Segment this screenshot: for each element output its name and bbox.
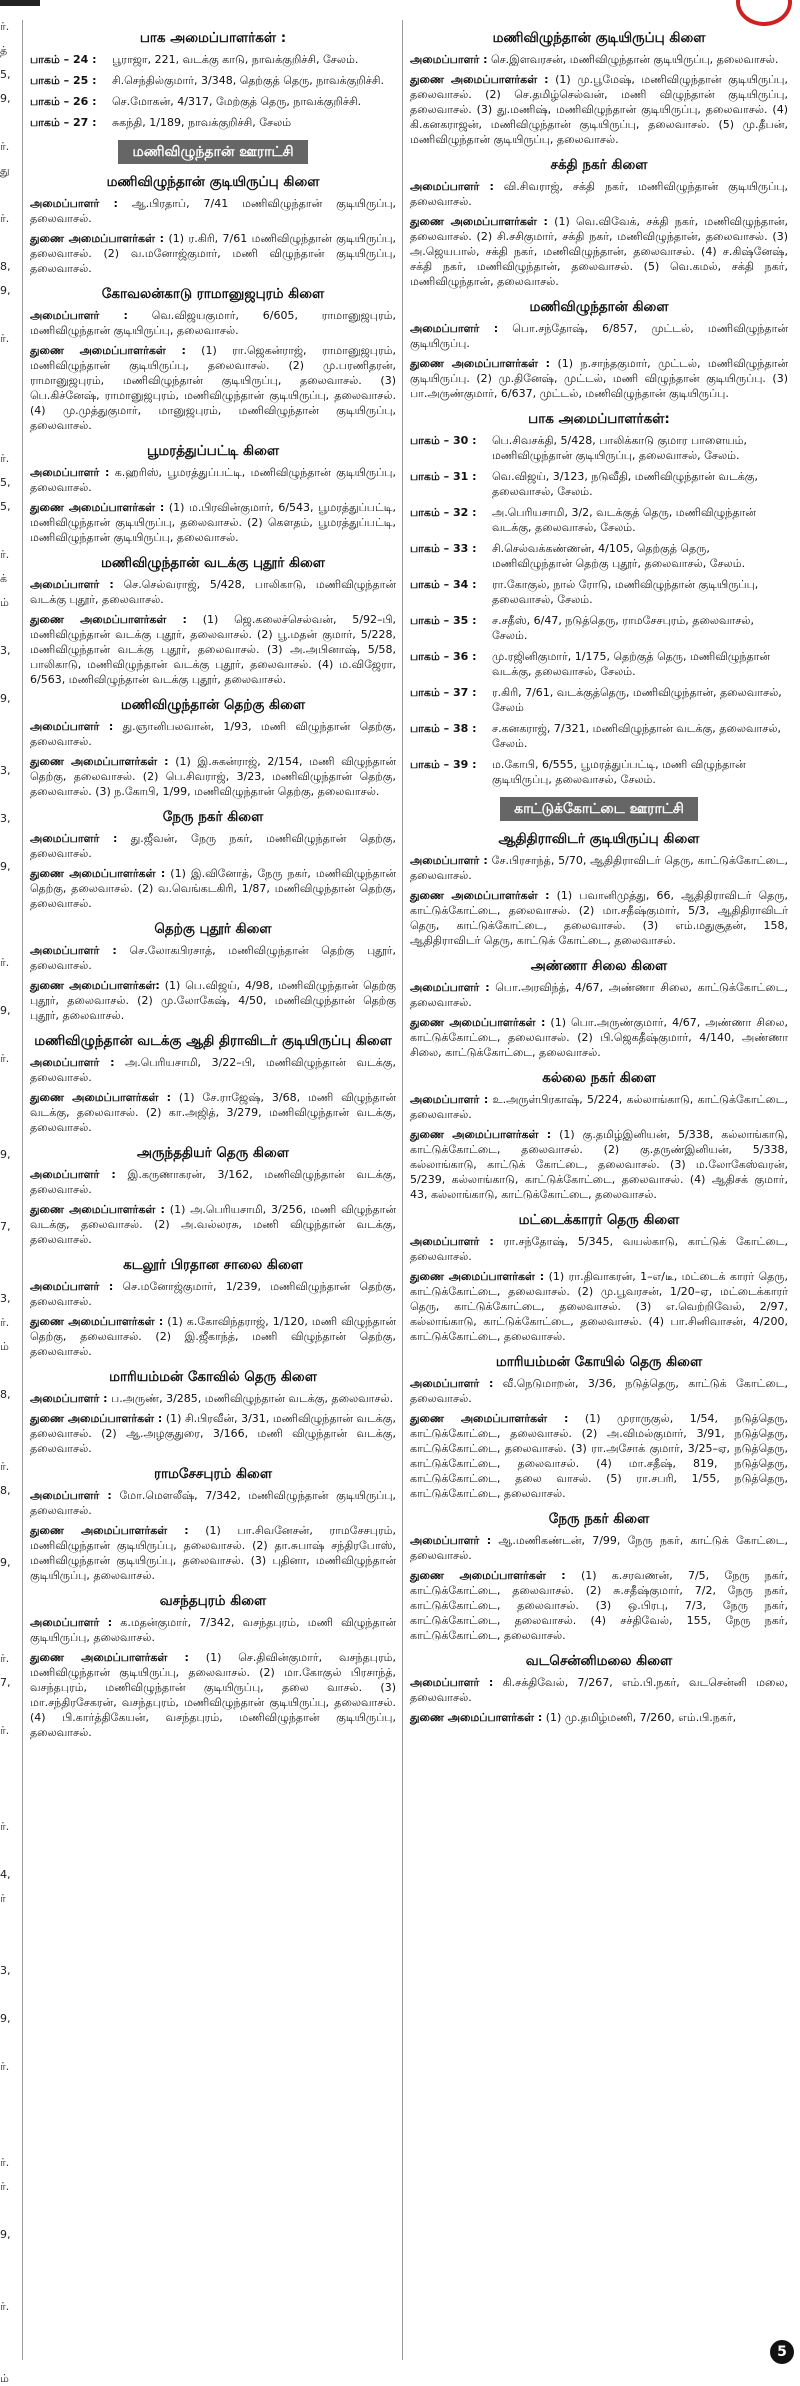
organizer-entry bbox=[30, 465, 396, 495]
ward-organizer: ர.கிரி, 7/61, வடக்குத்தெரு, மணிவிழுந்தான், தலைவாசல், சேலம் bbox=[492, 686, 782, 714]
organizer-entry bbox=[410, 179, 788, 209]
role-label: துணை அமைப்பாளர்கள் : bbox=[30, 232, 165, 245]
strip-fragment: 3, bbox=[0, 812, 11, 825]
role-label: துணை அமைப்பாளர்கள் : bbox=[30, 867, 166, 880]
organizer-names: (1) மு.தமிழ்மணி, 7/260, எம்.பி.நகர், bbox=[545, 1711, 737, 1724]
section-heading: பாக அமைப்பாளர்கள்: bbox=[528, 411, 670, 427]
strip-fragment: க் bbox=[0, 572, 8, 585]
organizer-entry bbox=[410, 1675, 788, 1705]
role-label: துணை அமைப்பாளர்கள்: bbox=[30, 979, 160, 992]
section-heading: மணிவிழுந்தான் தெற்கு கிளை bbox=[120, 697, 306, 713]
ward-entry bbox=[410, 685, 788, 715]
organizer-names: செ.செல்வராஜ், 5/428, பாலிகாடு, மணிவிழுந்தான் வடக்கு புதூர், தலைவாசல். bbox=[30, 578, 396, 606]
organizer-entry bbox=[30, 754, 396, 799]
organizer-entry bbox=[30, 1411, 396, 1456]
strip-fragment: ம் bbox=[0, 1340, 9, 1353]
organizer-entry bbox=[30, 831, 396, 861]
panchayat-banner: காட்டுக்கோட்டை ஊராட்சி bbox=[500, 797, 698, 821]
strip-fragment: ர். bbox=[0, 1052, 10, 1065]
organizer-names: (1) சே.ராஜேஷ், 3/68, மணி விழுந்தான் வடக்கு, தலைவாசல். (2) கா.அஜித், 3/279, மணிவிழுந்தான் வடக்கு, தலைவாசல். bbox=[30, 1091, 396, 1134]
organizer-entry bbox=[410, 1092, 788, 1122]
organizer-names: சே.பிரசாந்த், 5/70, ஆதிதிராவிடர் தெரு, காட்டுக்கோட்டை, தலைவாசல். bbox=[410, 854, 788, 882]
role-label: துணை அமைப்பாளர்கள் : bbox=[410, 357, 551, 370]
strip-fragment: ம் bbox=[0, 2372, 9, 2385]
organizer-names: (1) ம.பிரவின்குமார், 6/543, பூமரத்துப்பட்டி, மணிவிழுந்தான் குடியிருப்பு, தலைவாசல். (2) கௌதம், பூமரத்துப்பட்டி, மணிவிழுந்தான் குடியிருப்பு, தலைவாசல். bbox=[30, 501, 396, 544]
role-label: துணை அமைப்பாளர்கள் : bbox=[30, 1412, 163, 1425]
organizer-entry bbox=[30, 196, 396, 226]
strip-fragment: ர். bbox=[0, 2180, 10, 2193]
section-heading: நேரு நகர் கிளை bbox=[548, 1511, 650, 1527]
strip-fragment: 5, bbox=[0, 476, 11, 489]
role-label: அமைப்பாளர் : bbox=[30, 578, 114, 591]
strip-fragment: ர். bbox=[0, 956, 10, 969]
strip-fragment: ர். bbox=[0, 2060, 10, 2073]
ward-organizer: சி.செல்வக்கண்ணன், 4/105, தெற்குத் தெரு, மணிவிழுந்தான் தெற்கு புதூர், தலைவாசல், சேலம். bbox=[492, 542, 746, 570]
organizer-names: க.மதன்குமார், 7/342, வசந்தபுரம், மணி விழுந்தான் குடியிருப்பு, தலைவாசல். bbox=[30, 1616, 396, 1644]
strip-fragment: 5, bbox=[0, 500, 11, 513]
organizer-names: (1) பொ.அருண்குமார், 4/67, அண்ணா சிலை, காட்டுக்கோட்டை, தலைவாசல். (2) பி.ஜெகதீஷ்குமார், 4/140, அண்ணா சிலை, காட்டுக்கோட்டை, தலைவாசல். bbox=[410, 1016, 788, 1059]
ward-entry bbox=[410, 613, 788, 643]
organizer-names: (1) ரா.திவாகரன், 1–எ/டீ, மட்டைக் காரர் தெரு, காட்டுக்கோட்டை, தலைவாசல். (2) மு.பூவரசன், 1/20–ஏ, மட்டைக்காரர் தெரு, காட்டுக்கோட்டை, தலைவாசல். (3) எ.வெற்றிவேல், 2/97, கல்லாங்காடு, காட்டுக்கோட்டை, தலைவாசல். (4) பா.சினிவாசன், 4/200, காட்டுக்கோட்டை, தலைவாசல். bbox=[410, 1270, 789, 1343]
role-label: அமைப்பாளர் : bbox=[30, 1616, 113, 1629]
strip-fragment: ர். bbox=[0, 548, 10, 561]
organizer-entry bbox=[410, 1127, 788, 1202]
role-label: துணை அமைப்பாளர்கள் : bbox=[410, 215, 548, 228]
role-label: துணை அமைப்பாளர்கள் : bbox=[410, 1270, 545, 1283]
strip-fragment: 9, bbox=[0, 2228, 11, 2241]
organizer-entry bbox=[410, 1568, 788, 1643]
organizer-entry bbox=[30, 1314, 396, 1359]
strip-fragment: 7, bbox=[0, 1676, 11, 1689]
strip-fragment: 4, bbox=[0, 1868, 11, 1881]
strip-fragment: 9, bbox=[0, 284, 11, 297]
organizer-entry bbox=[30, 943, 396, 973]
strip-fragment: ர். bbox=[0, 452, 10, 465]
section-heading: கடலூர் பிரதான சாலை கிளை bbox=[123, 1257, 303, 1273]
ward-organizer: பூராஜா, 221, வடக்கு காடு, நாவக்குறிச்சி, சேலம். bbox=[112, 53, 359, 66]
ward-entry bbox=[30, 94, 396, 109]
organizer-names: பொ.அரவிந்த், 4/67, அண்ணா சிலை, காட்டுக்கோட்டை, தலைவாசல். bbox=[410, 981, 788, 1009]
organizer-entry bbox=[410, 321, 788, 351]
section-heading: பூமரத்துப்பட்டி கிளை bbox=[146, 443, 280, 459]
ward-organizer: சி.செந்தில்குமார், 3/348, தெற்குத் தெரு, நாவக்குறிச்சி. bbox=[112, 74, 384, 87]
organizer-names: (1) ந.சாந்தகுமார், முட்டல், மணிவிழுந்தான் குடியிருப்பு. (2) மு.தினேஷ், முட்டல், மணி விழுந்தான் குடியிருப்பு. (3) பா.அருண்குமார், 6/637, முட்டல், மணிவிழுந்தான் குடியிருப்பு. bbox=[410, 357, 788, 400]
organizer-names: செ.லோகபிரசாத், மணிவிழுந்தான் தெற்கு புதூர், தலைவாசல். bbox=[30, 944, 396, 972]
ward-number: பாகம் – 38 : bbox=[410, 722, 477, 735]
strip-fragment: 9, bbox=[0, 2012, 11, 2025]
organizer-names: க.ஹரிஸ், பூமரத்துப்பட்டி, மணிவிழுந்தான் குடியிருப்பு, தலைவாசல். bbox=[30, 466, 396, 494]
organizer-entry bbox=[410, 1269, 788, 1344]
organizer-names: ஆ.பிரதாப், 7/41 மணிவிழுந்தான் குடியிருப்பு, தலைவாசல். bbox=[30, 197, 397, 225]
page-number: 5 bbox=[770, 2340, 794, 2364]
organizer-names: வீ.நெடுமாறன், 3/36, நடுத்தெரு, காட்டுக் கோட்டை, தலைவாசல். bbox=[410, 1377, 788, 1405]
role-label: அமைப்பாளர் : bbox=[410, 180, 494, 193]
role-label: அமைப்பாளர் : bbox=[30, 1056, 115, 1069]
strip-fragment: 8, bbox=[0, 1388, 11, 1401]
organizer-entry bbox=[410, 1710, 788, 1725]
section-heading: அண்ணா சிலை கிளை bbox=[530, 958, 668, 974]
organizer-names: ஆ.மணிகண்டன், 7/99, நேரு நகர், காட்டுக் கோட்டை, தலைவாசல். bbox=[410, 1534, 788, 1562]
section-heading: மாரியம்மன் கோவில் தெரு கிளை bbox=[109, 1369, 317, 1385]
organizer-names: து.ஜீவன், நேரு நகர், மணிவிழுந்தான் தெற்கு, தலைவாசல். bbox=[30, 832, 397, 860]
organizer-names: அ.பெரியசாமி, 3/22–பி, மணிவிழுந்தான் வடக்கு, தலைவாசல். bbox=[30, 1056, 397, 1084]
organizer-names: உ.அருள்பிரகாஷ், 5/224, கல்லாங்காடு, காட்டுக்கோட்டை, தலைவாசல். bbox=[410, 1093, 788, 1121]
role-label: துணை அமைப்பாளர்கள் : bbox=[410, 1016, 546, 1029]
role-label: அமைப்பாளர் : bbox=[410, 322, 499, 335]
strip-fragment: ர். bbox=[0, 332, 10, 345]
ward-number: பாகம் – 25 : bbox=[30, 74, 97, 87]
organizer-names: (1) பெ.விஜய், 4/98, மணிவிழுந்தான் தெற்கு புதூர், தலைவாசல். (2) மு.லோகேஷ், 4/50, மணிவிழுந்தான் தெற்கு புதூர், தலைவாசல். bbox=[30, 979, 397, 1022]
organizer-entry bbox=[30, 719, 396, 749]
organizer-entry bbox=[30, 1488, 396, 1518]
role-label: அமைப்பாளர் : bbox=[410, 854, 488, 867]
organizer-entry bbox=[410, 52, 788, 67]
ward-entry bbox=[30, 73, 396, 88]
organizer-entry bbox=[30, 1615, 396, 1645]
right-column bbox=[410, 20, 788, 2360]
organizer-entry bbox=[30, 612, 396, 687]
organizer-entry bbox=[30, 1523, 396, 1583]
role-label: துணை அமைப்பாளர்கள் : bbox=[30, 501, 165, 514]
ward-organizer: அ.பெரியசாமி, 3/2, வடக்குத் தெரு, மணிவிழுந்தான் வடக்கு, தலைவாசல், சேலம். bbox=[492, 506, 756, 534]
strip-fragment: ர். bbox=[0, 1724, 10, 1737]
role-label: அமைப்பாளர் : bbox=[410, 1093, 489, 1106]
ward-organizer: ரா.கோகுல், நால் ரோடு, மணிவிழுந்தான் குடியிருப்பு, தலைவாசல், சேலம். bbox=[492, 578, 759, 606]
role-label: அமைப்பாளர் : bbox=[30, 1489, 112, 1502]
strip-fragment: 8, bbox=[0, 1484, 11, 1497]
ward-number: பாகம் – 35 : bbox=[410, 614, 477, 627]
organizer-entry bbox=[30, 1202, 396, 1247]
organizer-entry bbox=[30, 343, 396, 433]
ward-organizer: வெ.விஜய், 3/123, நடுவீதி, மணிவிழுந்தான் வடக்கு, தலைவாசல், சேலம். bbox=[492, 470, 758, 498]
ward-entry bbox=[410, 649, 788, 679]
organizer-entry bbox=[410, 1015, 788, 1060]
organizer-names: மோ.மௌலீஷ், 7/342, மணிவிழுந்தான் குடியிருப்பு, தலைவாசல். bbox=[30, 1489, 396, 1517]
organizer-names: (1) ர.கிரி, 7/61 மணிவிழுந்தான் குடியிருப்பு, தலைவாசல். (2) வ.மனோஜ்குமார், மணி விழுந்தான் குடியிருப்பு, தலைவாசல். bbox=[30, 232, 397, 275]
ward-entry bbox=[410, 721, 788, 751]
strip-fragment: 3, bbox=[0, 1964, 11, 1977]
role-label: அமைப்பாளர் : bbox=[30, 832, 118, 845]
organizer-entry bbox=[410, 888, 788, 948]
role-label: துணை அமைப்பாளர்கள் : bbox=[410, 1412, 569, 1425]
strip-fragment: 8, bbox=[0, 260, 11, 273]
strip-fragment: ர். bbox=[0, 20, 10, 33]
ward-number: பாகம் – 37 : bbox=[410, 686, 477, 699]
strip-fragment: 3, bbox=[0, 764, 11, 777]
ward-organizer: ச.சதீஸ், 6/47, நடுத்தெரு, ராமசேசபுரம், தலைவாசல், சேலம். bbox=[492, 614, 754, 642]
ward-entry bbox=[410, 757, 788, 787]
ward-organizer: ச.கனகராஜ், 7/321, மணிவிழுந்தான் வடக்கு, தலைவாசல், சேலம். bbox=[492, 722, 781, 750]
organizer-names: (1) வெ.விவேக், சக்தி நகர், மணிவிழுந்தான், தலைவாசல். (2) சி.சசிகுமார், சக்தி நகர், மணிவிழுந்தான், தலைவாசல். (3) அ.ஜெயபால், சக்தி நகர், மணிவிழுந்தான், தலைவாசல். (4) ச.கிஷ்னேஷ், சக்தி நகர், மணிவிழுந்தான், தலைவாசல். (5) வெ.கமல், சக்தி நகர், மணிவிழுந்தான், தலைவாசல். bbox=[410, 215, 789, 288]
role-label: அமைப்பாளர் : bbox=[410, 1676, 494, 1689]
strip-fragment: ர். bbox=[0, 2156, 10, 2169]
strip-fragment: ர். bbox=[0, 1460, 10, 1473]
strip-fragment: 9, bbox=[0, 860, 11, 873]
strip-fragment: ர். bbox=[0, 1652, 10, 1665]
organizer-entry bbox=[410, 980, 788, 1010]
masthead-bar bbox=[0, 0, 40, 6]
organizer-entry bbox=[30, 1279, 396, 1309]
organizer-entry bbox=[30, 577, 396, 607]
organizer-entry bbox=[30, 1650, 396, 1740]
role-label: துணை அமைப்பாளர்கள் : bbox=[30, 1651, 189, 1664]
organizer-entry bbox=[410, 1411, 788, 1501]
strip-fragment: ர். bbox=[0, 140, 10, 153]
role-label: துணை அமைப்பாளர்கள் : bbox=[410, 1128, 552, 1141]
role-label: அமைப்பாளர் : bbox=[410, 1235, 494, 1248]
organizer-names: (1) அ.பெரியசாமி, 3/256, மணி விழுந்தான் வடக்கு, தலைவாசல். (2) அ.வல்லரசு, மணி விழுந்தான் வடக்கு, தலைவாசல். bbox=[30, 1203, 397, 1246]
organizer-entry bbox=[30, 308, 396, 338]
role-label: அமைப்பாளர் : bbox=[30, 197, 118, 210]
organizer-names: ரா.சந்தோஷ், 5/345, வயல்காடு, காட்டுக் கோட்டை, தலைவாசல். bbox=[410, 1235, 788, 1263]
strip-fragment: 5, bbox=[0, 68, 11, 81]
strip-fragment: 3, bbox=[0, 1292, 11, 1305]
organizer-names: வெ.விஜயகுமார், 6/605, ராமானுஜபுரம், மணிவிழுந்தான் குடியிருப்பு, தலைவாசல். bbox=[30, 309, 396, 337]
organizer-names: (1) இ.வினோத், நேரு நகர், மணிவிழுந்தான் தெற்கு, தலைவாசல். (2) வ.வெங்கடகிரி, 1/87, மணிவிழுந்தான் தெற்கு, தலைவாசல். bbox=[30, 867, 396, 910]
organizer-entry bbox=[30, 500, 396, 545]
ward-entry bbox=[30, 52, 396, 67]
organizer-entry bbox=[30, 1090, 396, 1135]
ward-number: பாகம் – 33 : bbox=[410, 542, 477, 555]
column-rule-center bbox=[402, 20, 403, 2360]
ward-organizer: மு.ரஜினிகுமார், 1/175, தெற்குத் தெரு, மணிவிழுந்தான் வடக்கு, தலைவாசல், சேலம். bbox=[492, 650, 771, 678]
ward-organizer: பெ.சிவசக்தி, 5/428, பாலிக்காடு குமார பாளையம், மணிவிழுந்தான் குடியிருப்பு, தலைவாசல், சேலம். bbox=[492, 434, 748, 462]
role-label: அமைப்பாளர் : bbox=[30, 466, 110, 479]
ward-number: பாகம் – 39 : bbox=[410, 758, 477, 771]
organizer-entry bbox=[410, 356, 788, 401]
role-label: அமைப்பாளர் : bbox=[410, 1377, 494, 1390]
strip-fragment: 9, bbox=[0, 692, 11, 705]
organizer-names: இ.கருணாகரன், 3/162, மணிவிழுந்தான் வடக்கு, தலைவாசல். bbox=[30, 1168, 396, 1196]
role-label: அமைப்பாளர் : bbox=[410, 981, 490, 994]
ward-number: பாகம் – 26 : bbox=[30, 95, 97, 108]
organizer-names: ப.அருண், 3/285, மணிவிழுந்தான் வடக்கு, தலைவாசல். bbox=[111, 1392, 394, 1405]
organizer-names: (1) ரா.ஜெகன்ராஜ், ராமானுஜபுரம், மணிவிழுந்தான் குடியிருப்பு, தலைவாசல். (2) மு.பரணிதரன், ராமானுஜபுரம், மணிவிழுந்தான் குடியிருப்பு, தலைவாசல். (3) பெ.கிச்னேஷ், ராமானுஜபுரம், மணிவிழுந்தான் குடியிருப்பு, தலைவாசல். (4) மு.முத்துகுமார், மானுஜபுரம், மணிவிழுந்தான் குடியிருப்பு, தலைவாசல். bbox=[30, 344, 396, 432]
strip-fragment: 9, bbox=[0, 92, 11, 105]
role-label: அமைப்பாளர் : bbox=[30, 720, 114, 733]
organizer-entry bbox=[410, 1376, 788, 1406]
masthead-fragment bbox=[0, 0, 800, 18]
panchayat-banner: மணிவிழுந்தான் ஊராட்சி bbox=[118, 140, 307, 164]
ward-organizer: சுகந்தி, 1/189, நாவக்குறிச்சி, சேலம் bbox=[112, 116, 292, 129]
strip-fragment: 7, bbox=[0, 1220, 11, 1233]
section-heading: மணிவிழுந்தான் கிளை bbox=[529, 299, 669, 315]
role-label: அமைப்பாளர் : bbox=[30, 944, 117, 957]
role-label: துணை அமைப்பாளர்கள் : bbox=[30, 1524, 189, 1537]
organizer-names: (1) இ.சுகன்ராஜ், 2/154, மணி விழுந்தான் தெற்கு, தலைவாசல். (2) பெ.சிவராஜ், 3/23, மணிவிழுந்தான் தெற்கு, தலைவாசல். (3) ந.கோபி, 1/99, மணிவிழுந்தான் தெற்கு, தலைவாசல். bbox=[30, 755, 396, 798]
organizer-entry bbox=[30, 1167, 396, 1197]
section-heading: சக்தி நகர் கிளை bbox=[550, 157, 648, 173]
ward-number: பாகம் – 36 : bbox=[410, 650, 477, 663]
ward-entry bbox=[410, 541, 788, 571]
section-heading: வடசென்னிமலை கிளை bbox=[525, 1653, 673, 1669]
organizer-names: (1) பா.சிவனேசன், ராமசேசபுரம், மணிவிழுந்தான் குடியிருப்பு, தலைவாசல். (2) தா.சுபாஷ் சந்திரபோஸ், மணிவிழுந்தான் குடியிருப்பு, தலைவாசல். (3) புதினா, மணிவிழுந்தான் குடியிருப்பு, தலைவாசல். bbox=[30, 1524, 396, 1582]
strip-fragment: து bbox=[0, 164, 10, 177]
organizer-names: வி.சிவராஜ், சக்தி நகர், மணிவிழுந்தான் குடியிருப்பு, தலைவாசல். bbox=[410, 180, 788, 208]
role-label: துணை அமைப்பாளர்கள் : bbox=[410, 1569, 566, 1582]
section-heading: அருந்ததியர் தெரு கிளை bbox=[137, 1145, 289, 1161]
section-heading: மட்டைக்காரர் தெரு கிளை bbox=[518, 1212, 680, 1228]
strip-fragment: ர் bbox=[0, 1892, 6, 1905]
role-label: அமைப்பாளர் : bbox=[410, 1534, 492, 1547]
ward-organizer: ம.கோபி, 6/555, பூமரத்துப்பட்டி, மணி விழுந்தான் குடியிருப்பு, தலைவாசல், சேலம். bbox=[492, 758, 746, 786]
ward-number: பாகம் – 27 : bbox=[30, 116, 97, 129]
strip-fragment: ர். bbox=[0, 1820, 10, 1833]
organizer-names: செ.மனோஜ்குமார், 1/239, மணிவிழுந்தான் தெற்கு, தலைவாசல். bbox=[30, 1280, 396, 1308]
organizer-entry bbox=[410, 853, 788, 883]
ward-number: பாகம் – 34 : bbox=[410, 578, 477, 591]
section-heading: கல்லை நகர் கிளை bbox=[542, 1070, 656, 1086]
section-heading: வசந்தபுரம் கிளை bbox=[159, 1593, 267, 1609]
organizer-entry bbox=[410, 1234, 788, 1264]
ward-organizer: செ.மோகன், 4/317, மேற்குத் தெரு, நாவக்குறிச்சி. bbox=[112, 95, 362, 108]
section-heading: கோவலன்காடு ராமானுஜபுரம் கிளை bbox=[101, 286, 325, 302]
organizer-names: (1) ஜெ.கலைச்செல்வன், 5/92–பி, மணிவிழுந்தான் வடக்கு புதூர், தலைவாசல். (2) பூ.மதன் குமார், 5/228, மணிவிழுந்தான் வடக்கு புதூர், தலைவாசல். (3) அ.அபினாஷ், 5/58, பாலிகாடு, மணிவிழுந்தான் வடக்கு புதூர், தலைவாசல். (4) ம.விஜேரா, 6/563, மணிவிழுந்தான் வடக்கு புதூர், தலைவாசல். bbox=[30, 613, 396, 686]
organizer-entry bbox=[30, 866, 396, 911]
section-heading: நேரு நகர் கிளை bbox=[162, 809, 264, 825]
strip-fragment: 9, bbox=[0, 1556, 11, 1569]
organizer-names: (1) கு.தமிழ்இனியன், 5/338, கல்லாங்காடு, காட்டுக்கோட்டை, தலைவாசல். (2) கு.தருண்இனியன், 5/338, கல்லாங்காடு, காட்டுக் கோட்டை, தலைவாசல். (3) ம.லோகேஸ்வரன், 5/239, கல்லாங்காடு, காட்டுக்கோட்டை, தலைவாசல். (4) ஆதிசக் குமார், 43, கல்லாங்காடு, காட்டுக்கோட்டை, தலைவாசல். bbox=[410, 1128, 788, 1201]
column-rule-left bbox=[22, 20, 23, 2360]
role-label: துணை அமைப்பாளர்கள் : bbox=[30, 755, 169, 768]
role-label: துணை அமைப்பாளர்கள் : bbox=[410, 73, 549, 86]
organizer-names: செ.இளவரசன், மணிவிழுந்தான் குடியிருப்பு, தலைவாசல். bbox=[491, 53, 779, 66]
organizer-entry bbox=[30, 231, 396, 276]
organizer-names: பொ.சந்தோஷ், 6/857, முட்டல், மணிவிழுந்தான் குடியிருப்பு. bbox=[410, 322, 788, 350]
organizer-names: (1) க.சரவணன், 7/5, நேரு நகர், காட்டுக்கோட்டை, தலைவாசல். (2) சு.சதீஷ்குமார், 7/2, நேரு நகர், காட்டுக்கோட்டை, தலைவாசல். (3) ஒ.பிரபு, 7/3, நேரு நகர், காட்டுக்கோட்டை, தலைவாசல். (4) சச்திவேல், 155, நேரு நகர், காட்டுக்கோட்டை, தலைவாசல். bbox=[410, 1569, 788, 1642]
section-heading: தெற்கு புதூர் கிளை bbox=[154, 921, 272, 937]
role-label: அமைப்பாளர் : bbox=[30, 1280, 114, 1293]
role-label: துணை அமைப்பாளர்கள் : bbox=[30, 344, 186, 357]
organizer-names: (1) முராருகுல், 1/54, நடுத்தெரு, காட்டுக்கோட்டை, தலைவாசல். (2) அ.விமல்குமார், 3/91, நடுத்தெரு, காட்டுக்கோட்டை, தலைவாசல். (3) ரா.அசோக் குமார், 3/25–ஏ, நடுத்தெரு, காட்டுக்கோட்டை, தலைவாசல். (4) மா.சதீஷ், 819, நடுத்தெரு, காட்டுக்கோட்டை, தலை வாசல். (5) ரா.சபரி, 1/55, நடுத்தெரு, காட்டுக்கோட்டை, தலைவாசல். bbox=[410, 1412, 788, 1500]
organizer-entry bbox=[30, 1391, 396, 1406]
strip-fragment: 3, bbox=[0, 644, 11, 657]
organizer-entry bbox=[410, 1533, 788, 1563]
role-label: துணை அமைப்பாளர்கள் : bbox=[30, 1091, 172, 1104]
ward-number: பாகம் – 32 : bbox=[410, 506, 477, 519]
organizer-entry bbox=[30, 978, 396, 1023]
strip-fragment: ர். bbox=[0, 1316, 10, 1329]
cropped-column-strip bbox=[0, 20, 14, 2385]
organizer-names: (1) பவானிமுத்து, 66, ஆதிதிராவிடர் தெரு, காட்டுக்கோட்டை, தலைவாசல். (2) மா.சதீஷ்குமார், 5/3, ஆதிதிராவிடர் தெரு, காட்டுக்கோட்டை, தலைவாசல். (3) எம்.மதுசூதன், 158, ஆதிதிராவிடர் தெரு, காட்டுக் கோட்டை, தலைவாசல். bbox=[410, 889, 788, 947]
strip-fragment: ம் bbox=[0, 596, 9, 609]
section-heading: மணிவிழுந்தான் குடியிருப்பு கிளை bbox=[492, 30, 706, 46]
strip-fragment: 9, bbox=[0, 1148, 11, 1161]
section-heading: பாக அமைப்பாளர்கள் : bbox=[139, 30, 287, 46]
role-label: துணை அமைப்பாளர்கள் : bbox=[30, 1203, 165, 1216]
strip-fragment: ர். bbox=[0, 212, 10, 225]
ward-number: பாகம் – 30 : bbox=[410, 434, 477, 447]
organizer-entry bbox=[30, 1055, 396, 1085]
role-label: அமைப்பாளர் : bbox=[30, 309, 128, 322]
section-heading: மணிவிழுந்தான் வடக்கு புதூர் கிளை bbox=[101, 555, 325, 571]
ward-number: பாகம் – 24 : bbox=[30, 53, 97, 66]
ward-entry bbox=[30, 115, 396, 130]
organizer-names: கி.சக்திவேல், 7/267, எம்.பி.நகர், வடசென்னி மலை, தலைவாசல். bbox=[410, 1676, 788, 1704]
section-heading: மாரியம்மன் கோயில் தெரு கிளை bbox=[495, 1354, 703, 1370]
left-column bbox=[30, 20, 396, 2360]
organizer-names: து.ஞானிபலவான், 1/93, மணி விழுந்தான் தெற்கு, தலைவாசல். bbox=[30, 720, 396, 748]
role-label: அமைப்பாளர் : bbox=[30, 1168, 116, 1181]
organizer-entry bbox=[410, 214, 788, 289]
section-heading: மணிவிழுந்தான் குடியிருப்பு கிளை bbox=[106, 174, 320, 190]
organizer-names: (1) செ.திவின்குமார், வசந்தபுரம், மணிவிழுந்தான் குடியிருப்பு, தலைவாசல். (2) மா.கோகுல் பிரசாந்த், வசந்தபுரம், மணிவிழுந்தான் குடியிருப்பு, தலை வாசல். (3) மா.சந்திரசேகரன், வசந்தபுரம், மணிவிழுந்தான் குடியிருப்பு, தலைவாசல். (4) பி.கார்த்திகேயன், வசந்தபுரம், மணிவிழுந்தான் குடியிருப்பு, தலைவாசல். bbox=[30, 1651, 396, 1739]
role-label: துணை அமைப்பாளர்கள் : bbox=[410, 889, 550, 902]
ward-entry bbox=[410, 469, 788, 499]
ward-entry bbox=[410, 505, 788, 535]
role-label: துணை அமைப்பாளர்கள் : bbox=[30, 1315, 164, 1328]
strip-fragment: ர். bbox=[0, 2300, 10, 2313]
ward-entry bbox=[410, 433, 788, 463]
section-heading: மணிவிழுந்தான் வடக்கு ஆதி திராவிடர் குடியிருப்பு கிளை bbox=[34, 1033, 392, 1049]
organizer-names: (1) சி.பிரவீன், 3/31, மணிவிழுந்தான் வடக்கு, தலைவாசல். (2) ஆ.அழகுதுரை, 3/166, மணி விழுந்தான் வடக்கு, தலைவாசல். bbox=[30, 1412, 396, 1455]
section-heading: ராமசேசபுரம் கிளை bbox=[153, 1466, 273, 1482]
organizer-names: (1) மு.பூமேஷ், மணிவிழுந்தான் குடியிருப்பு, தலைவாசல். (2) செ.தமிழ்செல்வன், மணி விழுந்தான் குடியிருப்பு, தலைவாசல். (3) து.மணிஷ், மணிவிழுந்தான் குடியிருப்பு, தலைவாசல். (4) கி.கனகராஜன், மணிவிழுந்தான் குடியிருப்பு, தலைவாசல். (5) மு.தீபன், மணிவிழுந்தான் குடியிருப்பு, தலைவாசல். bbox=[410, 73, 788, 146]
ward-number: பாகம் – 31 : bbox=[410, 470, 477, 483]
strip-fragment: த் bbox=[0, 44, 8, 57]
section-heading: ஆதிதிராவிடர் குடியிருப்பு கிளை bbox=[498, 831, 700, 847]
role-label: துணை அமைப்பாளர்கள் : bbox=[410, 1711, 543, 1724]
organizer-names: (1) க.கோவிந்தராஜ், 1/120, மணி விழுந்தான் தெற்கு, தலைவாசல். (2) இ.ஜீகாந்த், மணி விழுந்தான் தெற்கு, தலைவாசல். bbox=[30, 1315, 396, 1358]
ward-entry bbox=[410, 577, 788, 607]
role-label: அமைப்பாளர் : bbox=[30, 1392, 108, 1405]
organizer-entry bbox=[410, 72, 788, 147]
strip-fragment: 9, bbox=[0, 1004, 11, 1017]
role-label: துணை அமைப்பாளர்கள் : bbox=[30, 613, 187, 626]
role-label: அமைப்பாளர் : bbox=[410, 53, 488, 66]
